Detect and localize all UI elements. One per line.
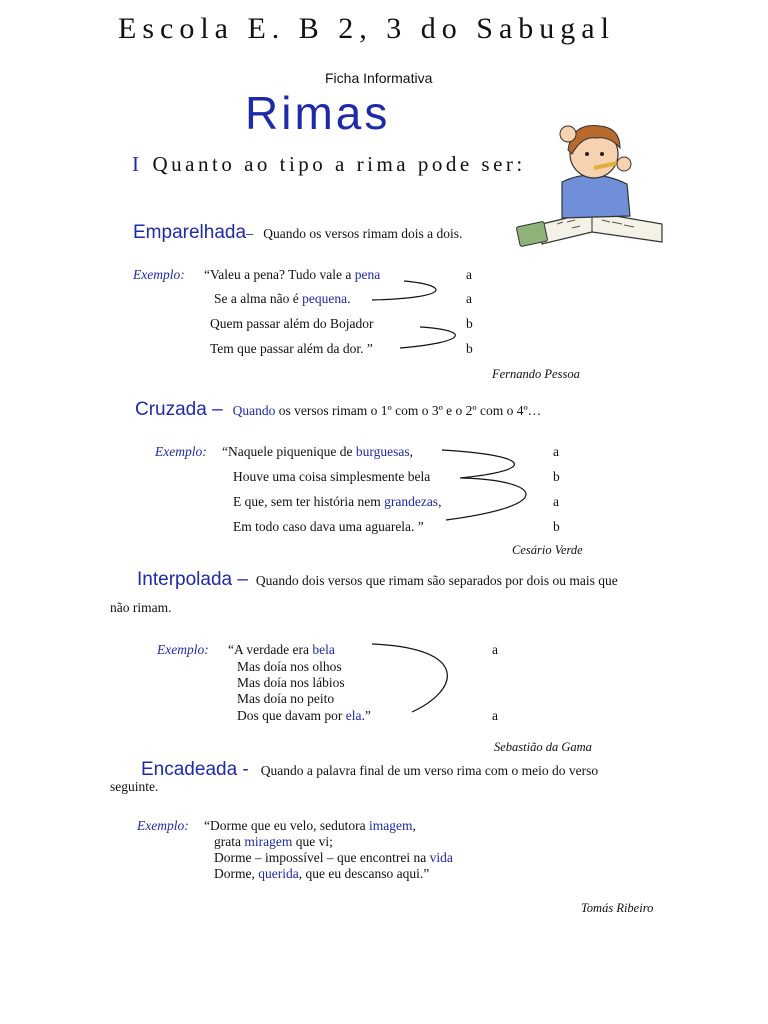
poem-author: Sebastião da Gama [494, 740, 592, 754]
rhyme-letter: a [492, 708, 498, 723]
verse-line: “A verdade era bela [228, 642, 335, 657]
rhyme-letter: b [553, 469, 560, 484]
verse-line: E que, sem ter história nem grandezas, [233, 494, 442, 509]
verse-line: Mas doía nos olhos [237, 659, 342, 674]
section-encadeada [141, 759, 598, 781]
document-subtitle: Ficha Informativa [325, 70, 433, 86]
verse-line: “Naquele piquenique de burguesas, [222, 444, 413, 459]
example-label: Exemplo: [133, 267, 185, 282]
poem-author: Fernando Pessoa [492, 367, 580, 381]
section-interpolada [137, 569, 618, 591]
verse-line: Dorme, querida, que eu descanso aqui.” [214, 866, 430, 881]
section-cruzada [135, 399, 541, 421]
section-title: Encadeada - [141, 759, 249, 780]
verse-line: “Dorme que eu velo, sedutora imagem, [204, 818, 416, 833]
verse-line: Mas doía nos lábios [237, 675, 345, 690]
poem-author: Cesário Verde [512, 543, 583, 557]
verse-line: Em todo caso dava uma aguarela. ” [233, 519, 424, 534]
rhyme-letter: a [553, 444, 559, 459]
definition-keyword: Quando [232, 403, 276, 418]
rhyme-letter: a [553, 494, 559, 509]
verse-line: Houve uma coisa simplesmente bela [233, 469, 431, 484]
section-definition: Quando dois versos que rimam são separados por dois ou mais que [255, 573, 618, 588]
section-definition: Quando a palavra final de um verso rima com o meio do verso [260, 763, 599, 778]
verse-line: Se a alma não é pequena. [214, 291, 351, 306]
page-title: Rimas [245, 87, 391, 139]
verse-line: Tem que passar além da dor. ” [210, 341, 373, 356]
school-name: Escola E. B 2, 3 do Sabugal [118, 12, 615, 45]
section-emparelhada [133, 222, 462, 244]
section-definition: Quando os versos rimam dois a dois. [263, 226, 463, 241]
verse-line: Mas doía no peito [237, 691, 335, 706]
poem-author: Tomás Ribeiro [581, 901, 654, 915]
section-title: Cruzada – [135, 399, 223, 420]
verse-line: Dorme – impossível – que encontrei na vida [214, 850, 453, 865]
example-label: Exemplo: [157, 642, 209, 657]
title-dash: – [246, 226, 254, 241]
example-label: Exemplo: [155, 444, 207, 459]
verse-line: Quem passar além do Bojador [210, 316, 374, 331]
section-definition-continued: não rimam. [110, 600, 172, 615]
rhyme-letter: a [466, 291, 472, 306]
section-title: Interpolada – [137, 569, 248, 590]
intro-text: Quanto ao tipo a rima pode ser: [152, 152, 526, 176]
section-definition: os versos rimam o 1º com o 3º e o 2º com o 4º… [275, 403, 542, 418]
rhyme-letter: b [466, 316, 473, 331]
rhyme-letter: a [492, 642, 498, 657]
rhyme-letter: b [466, 341, 473, 356]
example-label: Exemplo: [137, 818, 189, 833]
rhyme-letter: b [553, 519, 560, 534]
section-marker: I [132, 152, 143, 176]
verse-line: Dos que davam por ela.” [237, 708, 371, 723]
verse-line: “Valeu a pena? Tudo vale a pena [204, 267, 381, 282]
verse-line: grata miragem que vi; [214, 834, 333, 849]
section-title: Emparelhada [133, 222, 247, 243]
section-definition-continued: seguinte. [110, 779, 159, 794]
rhyme-letter: a [466, 267, 472, 282]
